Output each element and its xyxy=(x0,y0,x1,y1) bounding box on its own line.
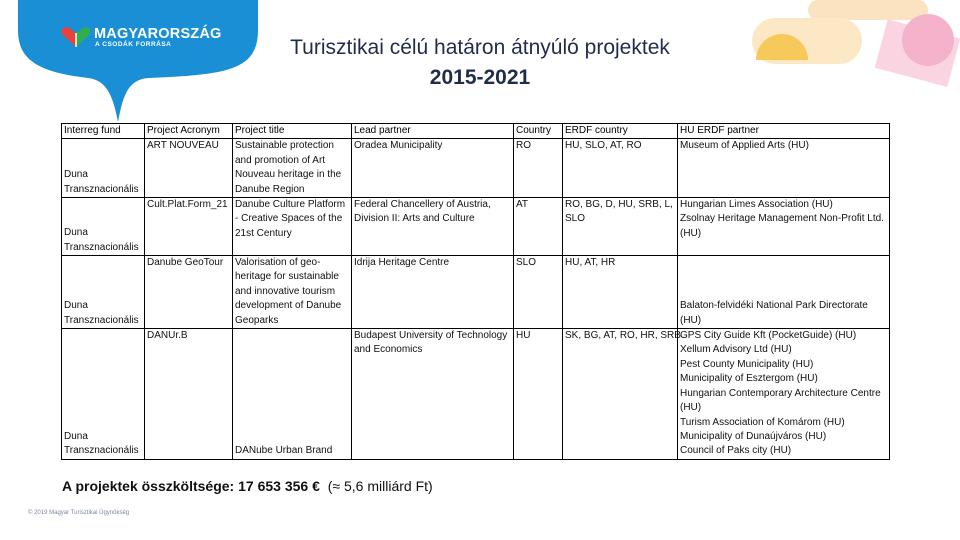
cell-lead: Oradea Municipality xyxy=(352,139,514,198)
projects-table xyxy=(61,123,890,460)
logo-tagline: A CSODÁK FORRÁSA xyxy=(95,41,172,48)
header-country: Country xyxy=(514,124,563,139)
partner-item: Turism Association of Komárom (HU) xyxy=(680,416,845,428)
cell-hu-partners xyxy=(678,139,890,198)
partner-item: Council of Paks city (HU) xyxy=(680,445,792,457)
header-lead-partner: Lead partner xyxy=(352,124,514,139)
cell-hu-partners xyxy=(678,329,890,460)
partner-item: Pest County Municipality (HU) xyxy=(680,358,814,370)
cell-lead: Budapest University of Technology and Economics xyxy=(352,329,514,460)
table-row xyxy=(62,256,890,329)
total-approx: (≈ 5,6 milliárd Ft) xyxy=(327,478,433,494)
header-project-acronym: Project Acronym xyxy=(145,124,233,139)
header-hu-erdf-partner: HU ERDF partner xyxy=(678,124,890,139)
cell-erdf: RO, BG, D, HU, SRB, L, SLO xyxy=(563,198,678,256)
total-cost xyxy=(62,478,433,494)
partner-item: Museum of Applied Arts (HU) xyxy=(680,140,809,152)
cell-country: RO xyxy=(514,139,563,198)
copyright-notice: © 2019 Magyar Turisztikai Ügynökség xyxy=(28,510,130,516)
table-row xyxy=(62,329,890,460)
total-amount: 17 653 356 € xyxy=(238,478,320,494)
cell-lead: Federal Chancellery of Austria, Division II: Arts and Culture xyxy=(352,198,514,256)
cell-erdf: SK, BG, AT, RO, HR, SRB xyxy=(563,329,678,460)
partner-item: Xellum Advisory Ltd (HU) xyxy=(680,344,792,356)
cell-country: AT xyxy=(514,198,563,256)
cell-country: HU xyxy=(514,329,563,460)
cell-fund: Duna Transznacionális xyxy=(62,256,145,329)
partner-item: Municipality of Dunaújváros (HU) xyxy=(680,430,827,442)
header-interreg-fund: Interreg fund xyxy=(62,124,145,139)
cell-fund: Duna Transznacionális xyxy=(62,329,145,460)
cell-title: Valorisation of geo-heritage for sustainable and innovative tourism development of Danube Geoparks xyxy=(233,256,352,329)
cell-lead: Idrija Heritage Centre xyxy=(352,256,514,329)
cell-title: DANube Urban Brand xyxy=(233,329,352,460)
partner-item: Hungarian Limes Association (HU) xyxy=(680,199,833,211)
partner-item: Balaton-felvidéki National Park Directorate (HU) xyxy=(680,300,868,326)
partner-item: Zsolnay Heritage Management Non-Profit Ltd. (HU) xyxy=(680,213,884,239)
title-line1: Turisztikai célú határon átnyúló projektek xyxy=(290,36,670,59)
title-line2: 2015-2021 xyxy=(429,66,531,89)
cell-erdf: HU, AT, HR xyxy=(563,256,678,329)
partner-item: Municipality of Esztergom (HU) xyxy=(680,373,818,385)
cell-acronym: ART NOUVEAU xyxy=(145,139,233,198)
cell-title: Danube Culture Platform - Creative Spaces of the 21st Century xyxy=(233,198,352,256)
total-label: A projektek összköltsége: xyxy=(62,478,235,494)
cell-hu-partners xyxy=(678,256,890,329)
cell-hu-partners xyxy=(678,198,890,256)
table-row xyxy=(62,198,890,256)
decorative-shapes xyxy=(750,0,960,90)
cell-country: SLO xyxy=(514,256,563,329)
table-row xyxy=(62,139,890,198)
cell-title: Sustainable protection and promotion of Art Nouveau heritage in the Danube Region xyxy=(233,139,352,198)
cell-fund: Duna Transznacionális xyxy=(62,198,145,256)
cell-erdf: HU, SLO, AT, RO xyxy=(563,139,678,198)
heart-icon xyxy=(60,26,92,48)
table-header-row xyxy=(62,124,890,139)
partner-item: GPS City Guide Kft (PocketGuide) (HU) xyxy=(680,330,857,342)
cell-acronym: DANUr.B xyxy=(145,329,233,460)
partner-item: Hungarian Contemporary Architecture Centre (HU) xyxy=(680,387,881,414)
cell-acronym: Cult.Plat.Form_21 xyxy=(145,198,233,256)
cell-acronym: Danube GeoTour xyxy=(145,256,233,329)
logo-name: MAGYARORSZÁG xyxy=(94,26,222,42)
cell-fund: Duna Transznacionális xyxy=(62,139,145,198)
page-title xyxy=(200,33,760,93)
header-project-title: Project title xyxy=(233,124,352,139)
header-erdf-country: ERDF country xyxy=(563,124,678,139)
